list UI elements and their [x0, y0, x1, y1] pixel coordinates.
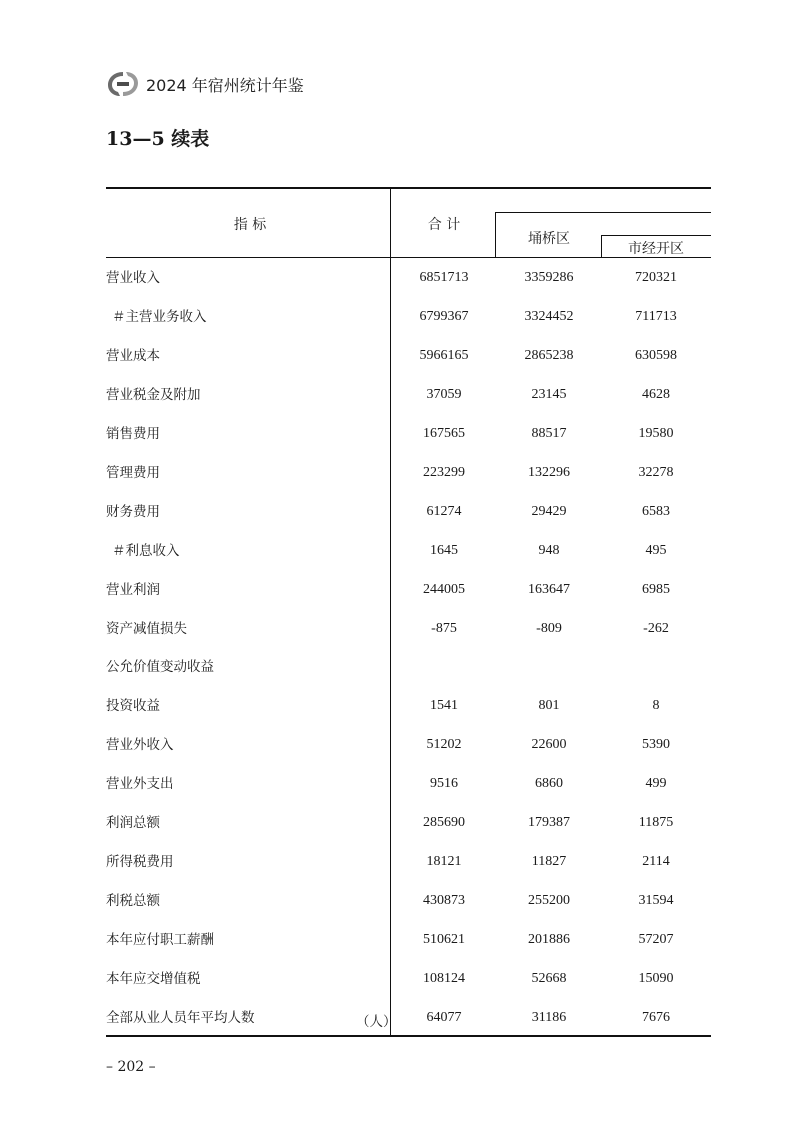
row-subdistrict: 6583	[642, 504, 670, 519]
row-label: 财务费用	[106, 504, 160, 520]
row-label: 公允价值变动收益	[106, 659, 214, 675]
row-district: 255200	[528, 893, 570, 908]
row-district: 11827	[531, 854, 567, 869]
row-subdistrict: 31594	[638, 893, 674, 908]
row-total: 51202	[426, 737, 462, 752]
subdistrict-top-rule	[601, 235, 711, 236]
row-total: 108124	[423, 971, 465, 986]
row-label: 营业成本	[106, 348, 160, 364]
row-subdistrict: 15090	[638, 971, 674, 986]
row-label: 营业外收入	[106, 737, 174, 753]
row-district: 31186	[531, 1010, 567, 1025]
row-total: 6851713	[419, 270, 469, 285]
row-total: -875	[431, 621, 457, 636]
row-district: 52668	[531, 971, 567, 986]
row-label: 投资收益	[106, 698, 160, 714]
row-subdistrict: 499	[645, 776, 667, 791]
row-district: 3324452	[524, 309, 574, 324]
row-total: 1645	[430, 543, 458, 558]
row-subdistrict: 5390	[642, 737, 670, 752]
row-subdistrict: 8	[652, 698, 660, 713]
row-district: 163647	[528, 582, 570, 597]
row-total: 285690	[423, 815, 465, 830]
row-label: 利税总额	[106, 893, 160, 909]
row-total: 9516	[430, 776, 458, 791]
row-subdistrict: 720321	[635, 270, 677, 285]
row-subdistrict: 2114	[642, 854, 670, 869]
row-total: 223299	[423, 465, 465, 480]
row-district: 88517	[531, 426, 567, 441]
row-district: 201886	[528, 932, 570, 947]
row-district: 22600	[531, 737, 567, 752]
row-subdistrict: 6985	[642, 582, 670, 597]
row-total: 37059	[426, 387, 462, 402]
row-label: 全部从业人员年平均人数	[106, 1010, 255, 1026]
row-total: 510621	[423, 932, 465, 947]
header-district: 埇桥区	[528, 231, 570, 247]
header-total: 合 计	[427, 217, 461, 233]
row-total: 244005	[423, 582, 465, 597]
row-unit: （人）	[356, 1014, 397, 1030]
row-district: -809	[536, 621, 562, 636]
row-total: 18121	[426, 854, 462, 869]
header-indicator: 指 标	[233, 217, 267, 233]
row-label: 资产减值损失	[106, 621, 187, 637]
row-label: 营业税金及附加	[106, 387, 201, 403]
row-label: 营业收入	[106, 270, 160, 286]
row-district: 179387	[528, 815, 570, 830]
row-subdistrict: 11875	[638, 815, 674, 830]
yearbook-logo-icon	[106, 69, 140, 99]
row-label: ＃主营业务收入	[112, 309, 207, 325]
row-district: 6860	[535, 776, 563, 791]
yearbook-title: 2024 年宿州统计年鉴	[146, 75, 304, 95]
row-subdistrict: 19580	[638, 426, 674, 441]
district-group-rule	[495, 212, 711, 213]
row-district: 948	[538, 543, 560, 558]
row-label: 营业利润	[106, 582, 160, 598]
row-label: ＃利息收入	[112, 543, 180, 559]
row-subdistrict: 4628	[642, 387, 670, 402]
row-total: 430873	[423, 893, 465, 908]
row-subdistrict: 7676	[642, 1010, 670, 1025]
row-total: 64077	[426, 1010, 462, 1025]
row-label: 本年应交增值税	[106, 971, 201, 987]
row-district: 2865238	[524, 348, 574, 363]
row-label: 本年应付职工薪酬	[106, 932, 214, 948]
row-subdistrict: 630598	[635, 348, 677, 363]
row-label: 所得税费用	[106, 854, 174, 870]
row-district: 132296	[528, 465, 570, 480]
row-subdistrict: 495	[645, 543, 667, 558]
row-district: 23145	[531, 387, 567, 402]
running-header	[106, 66, 304, 102]
row-total: 61274	[426, 504, 462, 519]
row-total: 167565	[423, 426, 465, 441]
row-label: 营业外支出	[106, 776, 174, 792]
row-label: 利润总额	[106, 815, 160, 831]
row-total: 6799367	[419, 309, 469, 324]
indicator-column-divider	[390, 188, 391, 1036]
row-total: 5966165	[419, 348, 469, 363]
table-bottom-rule	[106, 1035, 711, 1037]
row-label: 销售费用	[106, 426, 160, 442]
row-subdistrict: 32278	[638, 465, 674, 480]
row-subdistrict: 57207	[638, 932, 674, 947]
row-total: 1541	[430, 698, 458, 713]
row-district: 3359286	[524, 270, 574, 285]
table-title: 13—5 续表	[106, 128, 210, 150]
row-subdistrict: -262	[643, 621, 669, 636]
row-district: 801	[538, 698, 560, 713]
page-number: – 202 –	[106, 1059, 156, 1075]
row-subdistrict: 711713	[635, 309, 677, 324]
header-subdistrict: 市经开区	[628, 241, 684, 257]
row-district: 29429	[531, 504, 567, 519]
table-top-rule	[106, 187, 711, 189]
row-label: 管理费用	[106, 465, 160, 481]
